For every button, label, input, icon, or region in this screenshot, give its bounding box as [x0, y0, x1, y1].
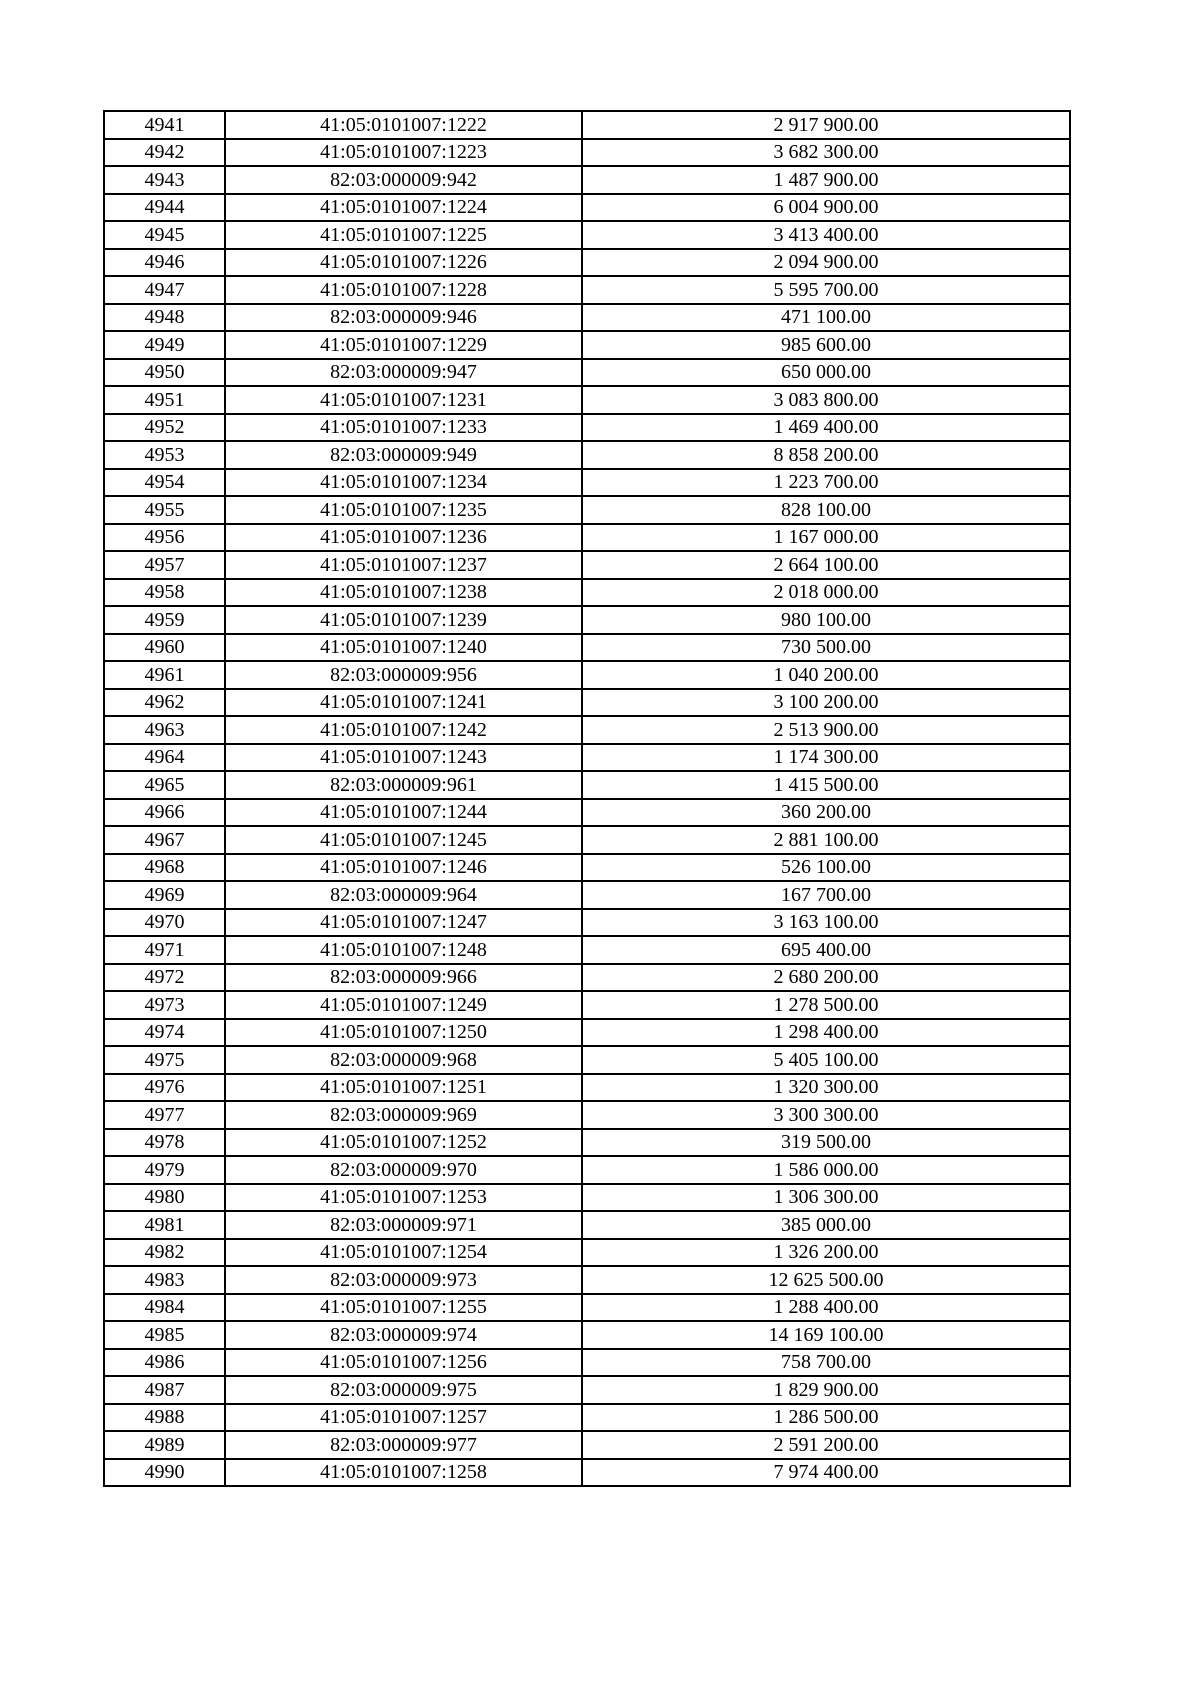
- table-row: [104, 111, 1070, 139]
- cadastral-value-cell: 695 400.00: [582, 936, 1070, 964]
- cadastral-value-cell: 3 300 300.00: [582, 1101, 1070, 1129]
- cadastral-value-cell: 167 700.00: [582, 881, 1070, 909]
- cadastral-value-table: [103, 110, 1071, 1487]
- cadastral-number-cell: 41:05:0101007:1233: [225, 414, 582, 442]
- table-row: [104, 1376, 1070, 1404]
- cadastral-value-cell: 2 680 200.00: [582, 964, 1070, 992]
- row-number-cell: 4953: [104, 441, 225, 469]
- cadastral-number-cell: 41:05:0101007:1258: [225, 1459, 582, 1487]
- row-number-cell: 4945: [104, 221, 225, 249]
- row-number-cell: 4960: [104, 634, 225, 662]
- row-number-cell: 4942: [104, 139, 225, 167]
- table-row: [104, 771, 1070, 799]
- row-number-cell: 4958: [104, 579, 225, 607]
- cadastral-value-cell: 7 974 400.00: [582, 1459, 1070, 1487]
- cadastral-value-cell: 758 700.00: [582, 1349, 1070, 1377]
- cadastral-value-cell: 1 306 300.00: [582, 1184, 1070, 1212]
- table-row: [104, 909, 1070, 937]
- table-row: [104, 1404, 1070, 1432]
- cadastral-value-cell: 2 881 100.00: [582, 826, 1070, 854]
- cadastral-value-cell: 1 167 000.00: [582, 524, 1070, 552]
- cadastral-number-cell: 41:05:0101007:1244: [225, 799, 582, 827]
- cadastral-value-cell: 526 100.00: [582, 854, 1070, 882]
- cadastral-number-cell: 41:05:0101007:1231: [225, 386, 582, 414]
- table-row: [104, 936, 1070, 964]
- row-number-cell: 4962: [104, 689, 225, 717]
- table-row: [104, 826, 1070, 854]
- cadastral-number-cell: 41:05:0101007:1253: [225, 1184, 582, 1212]
- cadastral-value-cell: 1 040 200.00: [582, 661, 1070, 689]
- cadastral-value-cell: 1 469 400.00: [582, 414, 1070, 442]
- cadastral-number-cell: 41:05:0101007:1257: [225, 1404, 582, 1432]
- cadastral-value-cell: 1 487 900.00: [582, 166, 1070, 194]
- cadastral-value-cell: 1 829 900.00: [582, 1376, 1070, 1404]
- cadastral-number-cell: 41:05:0101007:1250: [225, 1019, 582, 1047]
- row-number-cell: 4984: [104, 1294, 225, 1322]
- table-row: [104, 1046, 1070, 1074]
- cadastral-value-cell: 471 100.00: [582, 304, 1070, 332]
- table-row: [104, 881, 1070, 909]
- cadastral-number-cell: 41:05:0101007:1235: [225, 496, 582, 524]
- table-row: [104, 799, 1070, 827]
- row-number-cell: 4948: [104, 304, 225, 332]
- row-number-cell: 4943: [104, 166, 225, 194]
- cadastral-number-cell: 41:05:0101007:1241: [225, 689, 582, 717]
- cadastral-value-cell: 2 018 000.00: [582, 579, 1070, 607]
- table-row: [104, 634, 1070, 662]
- cadastral-number-cell: 41:05:0101007:1252: [225, 1129, 582, 1157]
- table-row: [104, 606, 1070, 634]
- cadastral-number-cell: 82:03:000009:970: [225, 1156, 582, 1184]
- row-number-cell: 4980: [104, 1184, 225, 1212]
- cadastral-number-cell: 41:05:0101007:1247: [225, 909, 582, 937]
- table-row: [104, 249, 1070, 277]
- table-row: [104, 331, 1070, 359]
- table-row: [104, 1129, 1070, 1157]
- table-row: [104, 689, 1070, 717]
- cadastral-number-cell: 82:03:000009:961: [225, 771, 582, 799]
- cadastral-number-cell: 41:05:0101007:1223: [225, 139, 582, 167]
- row-number-cell: 4969: [104, 881, 225, 909]
- row-number-cell: 4963: [104, 716, 225, 744]
- row-number-cell: 4967: [104, 826, 225, 854]
- table-row: [104, 496, 1070, 524]
- row-number-cell: 4971: [104, 936, 225, 964]
- row-number-cell: 4956: [104, 524, 225, 552]
- table-row: [104, 716, 1070, 744]
- table-row: [104, 194, 1070, 222]
- cadastral-value-cell: 360 200.00: [582, 799, 1070, 827]
- cadastral-value-cell: 3 413 400.00: [582, 221, 1070, 249]
- row-number-cell: 4987: [104, 1376, 225, 1404]
- table-row: [104, 1349, 1070, 1377]
- cadastral-value-cell: 1 326 200.00: [582, 1239, 1070, 1267]
- row-number-cell: 4959: [104, 606, 225, 634]
- row-number-cell: 4977: [104, 1101, 225, 1129]
- cadastral-value-cell: 12 625 500.00: [582, 1266, 1070, 1294]
- table-row: [104, 524, 1070, 552]
- table-body: [104, 111, 1070, 1486]
- row-number-cell: 4954: [104, 469, 225, 497]
- cadastral-number-cell: 41:05:0101007:1234: [225, 469, 582, 497]
- cadastral-value-cell: 3 163 100.00: [582, 909, 1070, 937]
- table-row: [104, 1294, 1070, 1322]
- cadastral-number-cell: 82:03:000009:942: [225, 166, 582, 194]
- row-number-cell: 4946: [104, 249, 225, 277]
- cadastral-value-cell: 2 094 900.00: [582, 249, 1070, 277]
- cadastral-value-cell: 2 513 900.00: [582, 716, 1070, 744]
- cadastral-number-cell: 82:03:000009:974: [225, 1321, 582, 1349]
- cadastral-number-cell: 41:05:0101007:1224: [225, 194, 582, 222]
- cadastral-number-cell: 41:05:0101007:1240: [225, 634, 582, 662]
- table-row: [104, 1019, 1070, 1047]
- cadastral-value-cell: 14 169 100.00: [582, 1321, 1070, 1349]
- cadastral-value-cell: 1 286 500.00: [582, 1404, 1070, 1432]
- row-number-cell: 4975: [104, 1046, 225, 1074]
- table-row: [104, 359, 1070, 387]
- cadastral-value-cell: 319 500.00: [582, 1129, 1070, 1157]
- cadastral-value-cell: 730 500.00: [582, 634, 1070, 662]
- table-row: [104, 1266, 1070, 1294]
- cadastral-number-cell: 41:05:0101007:1242: [225, 716, 582, 744]
- cadastral-number-cell: 41:05:0101007:1243: [225, 744, 582, 772]
- cadastral-value-cell: 385 000.00: [582, 1211, 1070, 1239]
- row-number-cell: 4968: [104, 854, 225, 882]
- row-number-cell: 4952: [104, 414, 225, 442]
- table-row: [104, 744, 1070, 772]
- table-row: [104, 1431, 1070, 1459]
- cadastral-number-cell: 82:03:000009:977: [225, 1431, 582, 1459]
- cadastral-number-cell: 82:03:000009:966: [225, 964, 582, 992]
- row-number-cell: 4972: [104, 964, 225, 992]
- cadastral-value-cell: 985 600.00: [582, 331, 1070, 359]
- cadastral-value-cell: 1 174 300.00: [582, 744, 1070, 772]
- cadastral-number-cell: 41:05:0101007:1254: [225, 1239, 582, 1267]
- cadastral-number-cell: 41:05:0101007:1236: [225, 524, 582, 552]
- row-number-cell: 4985: [104, 1321, 225, 1349]
- table-row: [104, 964, 1070, 992]
- row-number-cell: 4961: [104, 661, 225, 689]
- cadastral-value-cell: 5 405 100.00: [582, 1046, 1070, 1074]
- cadastral-number-cell: 41:05:0101007:1249: [225, 991, 582, 1019]
- cadastral-value-cell: 1 298 400.00: [582, 1019, 1070, 1047]
- table-row: [104, 1211, 1070, 1239]
- row-number-cell: 4957: [104, 551, 225, 579]
- row-number-cell: 4978: [104, 1129, 225, 1157]
- cadastral-number-cell: 82:03:000009:964: [225, 881, 582, 909]
- row-number-cell: 4982: [104, 1239, 225, 1267]
- row-number-cell: 4949: [104, 331, 225, 359]
- cadastral-value-cell: 1 415 500.00: [582, 771, 1070, 799]
- row-number-cell: 4964: [104, 744, 225, 772]
- table-row: [104, 304, 1070, 332]
- cadastral-number-cell: 41:05:0101007:1229: [225, 331, 582, 359]
- cadastral-number-cell: 82:03:000009:956: [225, 661, 582, 689]
- cadastral-number-cell: 82:03:000009:947: [225, 359, 582, 387]
- cadastral-value-cell: 828 100.00: [582, 496, 1070, 524]
- cadastral-number-cell: 82:03:000009:968: [225, 1046, 582, 1074]
- cadastral-number-cell: 41:05:0101007:1245: [225, 826, 582, 854]
- row-number-cell: 4983: [104, 1266, 225, 1294]
- row-number-cell: 4941: [104, 111, 225, 139]
- table-row: [104, 1321, 1070, 1349]
- cadastral-value-cell: 6 004 900.00: [582, 194, 1070, 222]
- row-number-cell: 4965: [104, 771, 225, 799]
- table-row: [104, 1459, 1070, 1487]
- row-number-cell: 4944: [104, 194, 225, 222]
- row-number-cell: 4970: [104, 909, 225, 937]
- row-number-cell: 4951: [104, 386, 225, 414]
- cadastral-number-cell: 41:05:0101007:1228: [225, 276, 582, 304]
- cadastral-number-cell: 82:03:000009:971: [225, 1211, 582, 1239]
- table-row: [104, 1239, 1070, 1267]
- cadastral-number-cell: 41:05:0101007:1246: [225, 854, 582, 882]
- cadastral-value-cell: 1 278 500.00: [582, 991, 1070, 1019]
- cadastral-value-cell: 3 682 300.00: [582, 139, 1070, 167]
- table-row: [104, 221, 1070, 249]
- row-number-cell: 4950: [104, 359, 225, 387]
- table-row: [104, 991, 1070, 1019]
- cadastral-number-cell: 41:05:0101007:1226: [225, 249, 582, 277]
- table-row: [104, 579, 1070, 607]
- row-number-cell: 4976: [104, 1074, 225, 1102]
- cadastral-number-cell: 41:05:0101007:1248: [225, 936, 582, 964]
- cadastral-value-cell: 980 100.00: [582, 606, 1070, 634]
- cadastral-number-cell: 41:05:0101007:1251: [225, 1074, 582, 1102]
- table-row: [104, 1101, 1070, 1129]
- table-row: [104, 139, 1070, 167]
- cadastral-value-cell: 8 858 200.00: [582, 441, 1070, 469]
- cadastral-value-cell: 1 223 700.00: [582, 469, 1070, 497]
- cadastral-number-cell: 41:05:0101007:1237: [225, 551, 582, 579]
- row-number-cell: 4973: [104, 991, 225, 1019]
- cadastral-value-cell: 2 664 100.00: [582, 551, 1070, 579]
- cadastral-number-cell: 41:05:0101007:1238: [225, 579, 582, 607]
- cadastral-number-cell: 82:03:000009:973: [225, 1266, 582, 1294]
- row-number-cell: 4986: [104, 1349, 225, 1377]
- table-row: [104, 854, 1070, 882]
- table-row: [104, 166, 1070, 194]
- cadastral-number-cell: 41:05:0101007:1225: [225, 221, 582, 249]
- table-row: [104, 469, 1070, 497]
- cadastral-value-cell: 1 586 000.00: [582, 1156, 1070, 1184]
- table-row: [104, 414, 1070, 442]
- cadastral-value-cell: 3 100 200.00: [582, 689, 1070, 717]
- cadastral-number-cell: 82:03:000009:949: [225, 441, 582, 469]
- cadastral-value-cell: 2 591 200.00: [582, 1431, 1070, 1459]
- cadastral-value-cell: 1 288 400.00: [582, 1294, 1070, 1322]
- cadastral-value-cell: 650 000.00: [582, 359, 1070, 387]
- table-row: [104, 661, 1070, 689]
- row-number-cell: 4966: [104, 799, 225, 827]
- row-number-cell: 4955: [104, 496, 225, 524]
- row-number-cell: 4990: [104, 1459, 225, 1487]
- cadastral-number-cell: 82:03:000009:969: [225, 1101, 582, 1129]
- table-row: [104, 1074, 1070, 1102]
- cadastral-value-cell: 5 595 700.00: [582, 276, 1070, 304]
- cadastral-value-cell: 1 320 300.00: [582, 1074, 1070, 1102]
- cadastral-number-cell: 41:05:0101007:1239: [225, 606, 582, 634]
- cadastral-number-cell: 82:03:000009:946: [225, 304, 582, 332]
- cadastral-value-cell: 2 917 900.00: [582, 111, 1070, 139]
- cadastral-number-cell: 41:05:0101007:1222: [225, 111, 582, 139]
- row-number-cell: 4974: [104, 1019, 225, 1047]
- row-number-cell: 4979: [104, 1156, 225, 1184]
- cadastral-number-cell: 82:03:000009:975: [225, 1376, 582, 1404]
- table-row: [104, 386, 1070, 414]
- cadastral-value-cell: 3 083 800.00: [582, 386, 1070, 414]
- table-row: [104, 276, 1070, 304]
- row-number-cell: 4981: [104, 1211, 225, 1239]
- table-row: [104, 551, 1070, 579]
- table-row: [104, 441, 1070, 469]
- row-number-cell: 4988: [104, 1404, 225, 1432]
- table-row: [104, 1156, 1070, 1184]
- table-row: [104, 1184, 1070, 1212]
- row-number-cell: 4947: [104, 276, 225, 304]
- cadastral-number-cell: 41:05:0101007:1256: [225, 1349, 582, 1377]
- cadastral-number-cell: 41:05:0101007:1255: [225, 1294, 582, 1322]
- row-number-cell: 4989: [104, 1431, 225, 1459]
